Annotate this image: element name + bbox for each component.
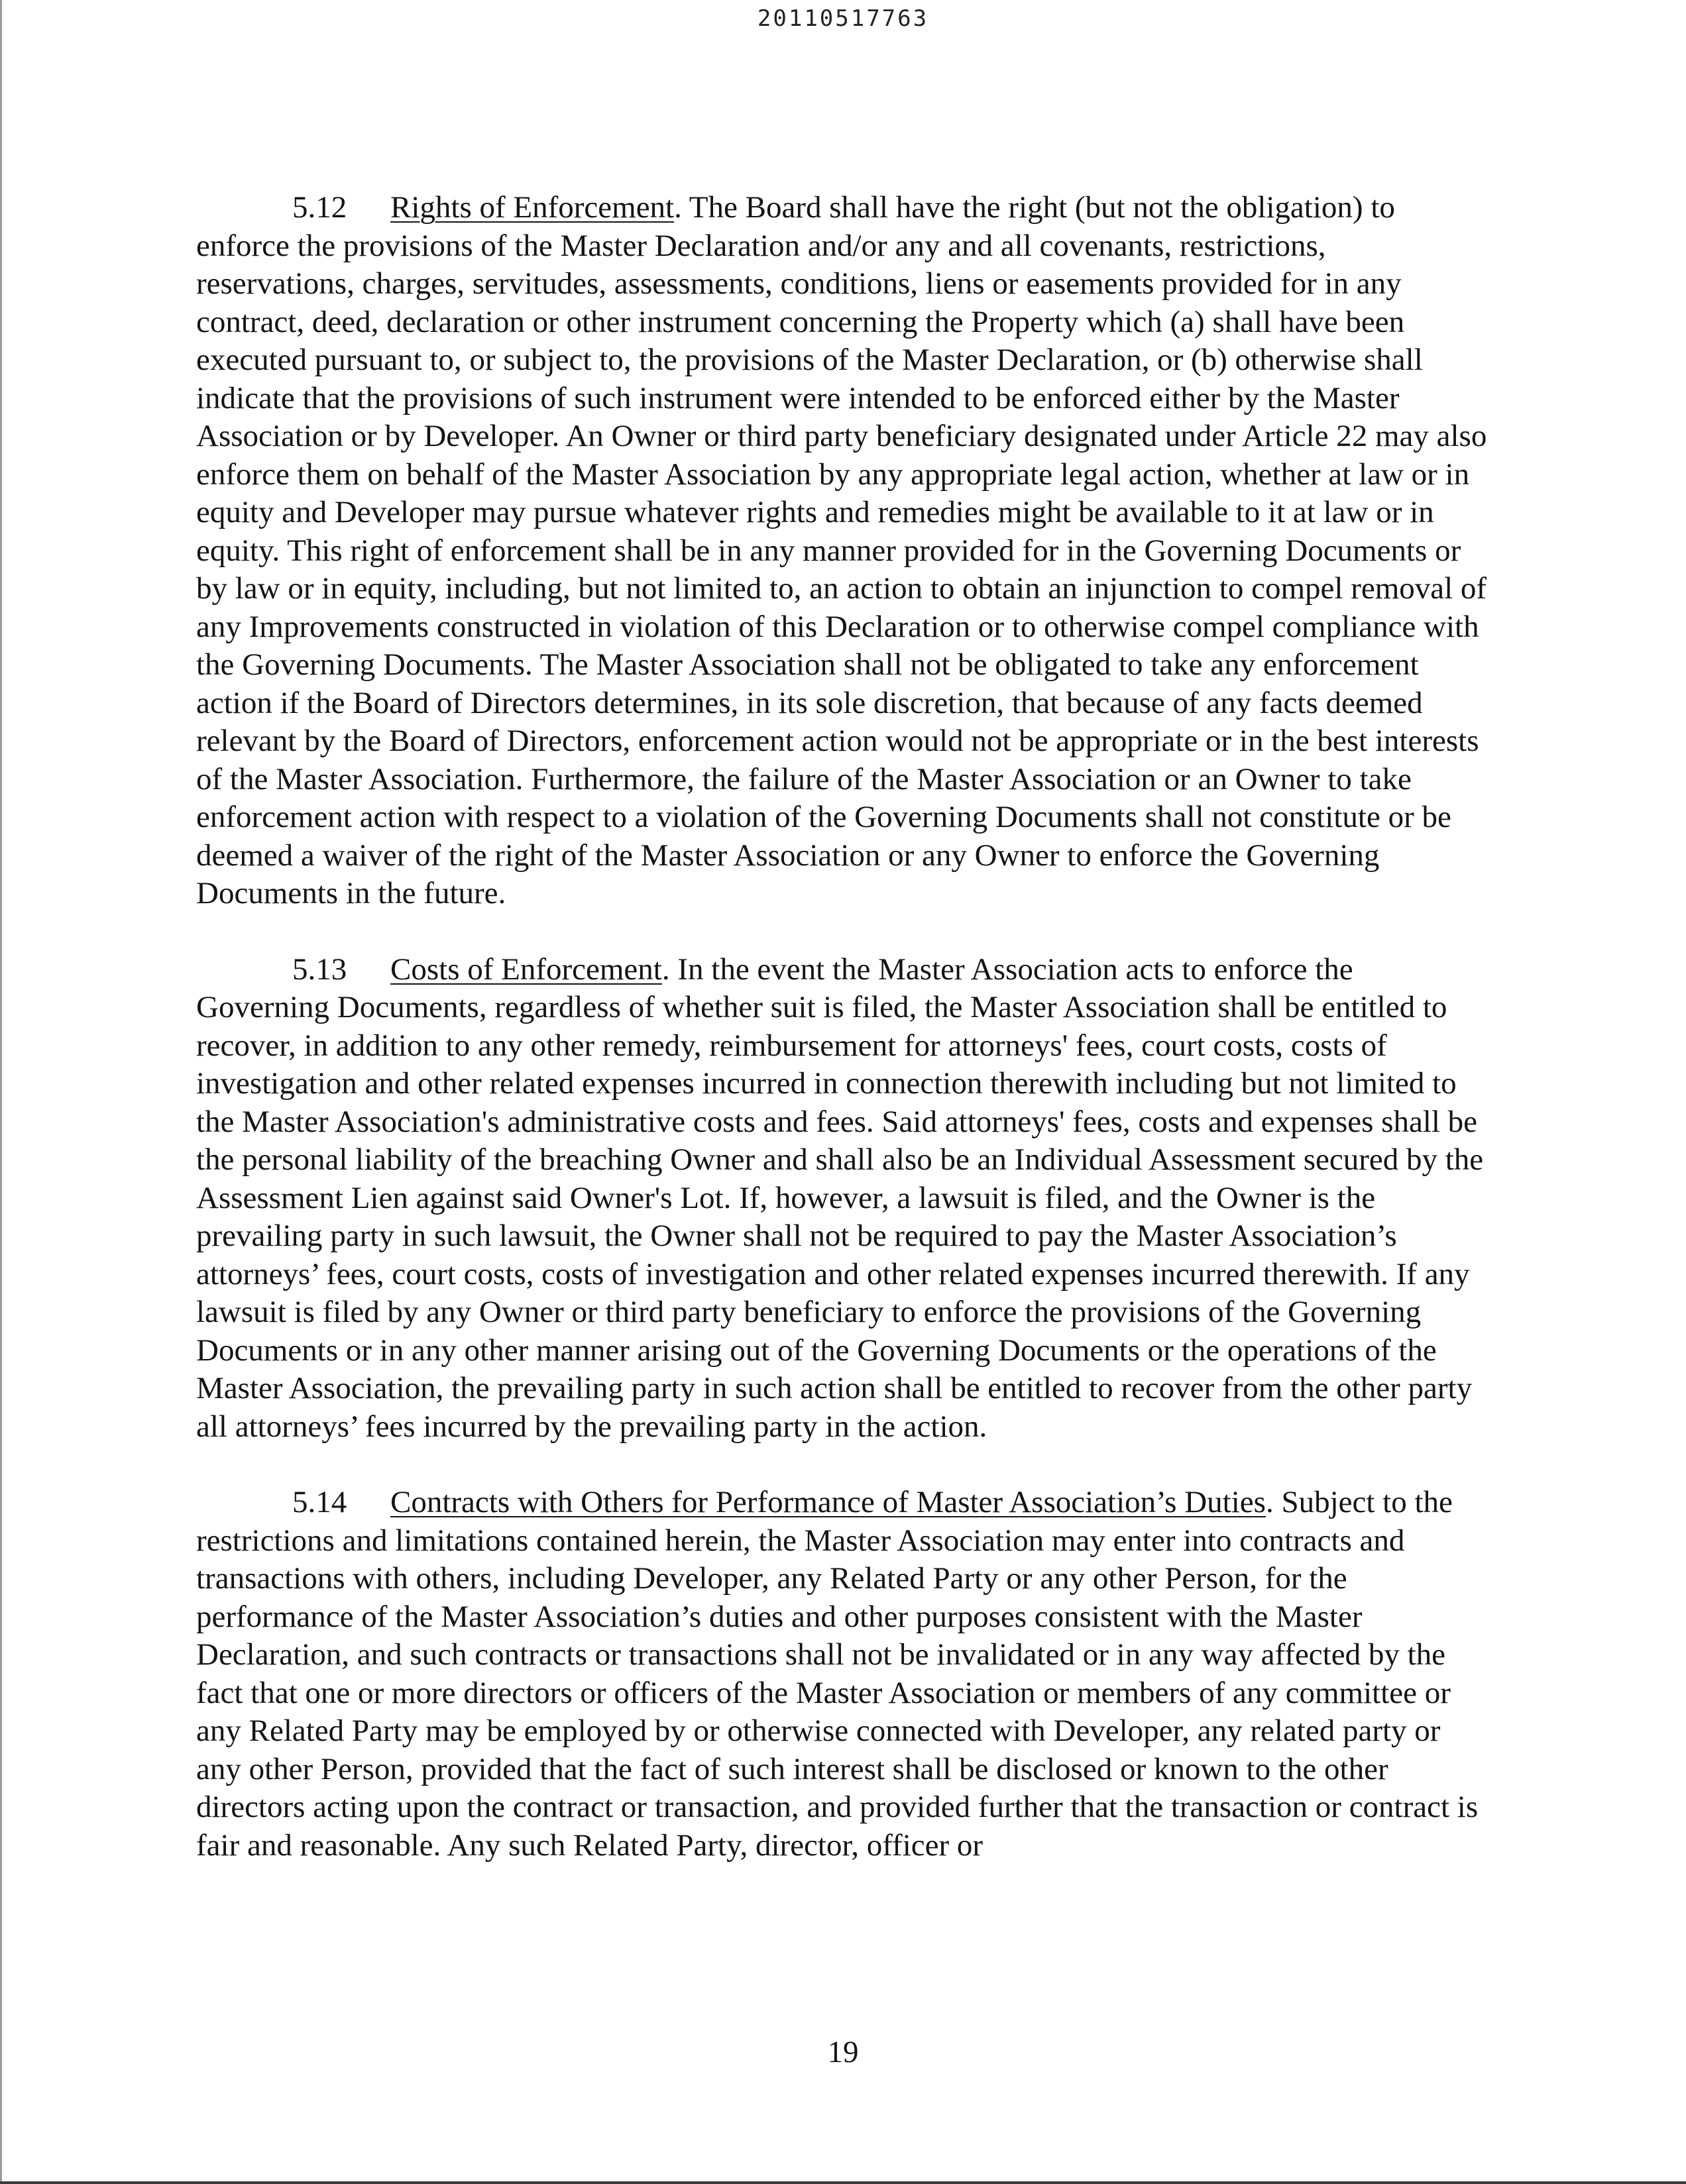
scan-edge-left	[0, 0, 2, 2184]
document-body	[196, 189, 1492, 1902]
page-number: 19	[827, 2035, 859, 2069]
scan-edge-bottom	[0, 2181, 1686, 2184]
section-text: . Subject to the restrictions and limitations contained herein, the Master Association may enter into contracts and transactions with others, including Developer, any Related Party or any other Person, for the performance of the Master Association’s duties and other purposes consistent with the Master Declaration, and such contracts or transactions shall not be invalidated or in any way affected by the fact that one or more directors or officers of the Master Association or members of any committee or any Related Party may be employed by or otherwise connected with Developer, any related party or any other Person, provided that the fact of such interest shall be disclosed or known to the other directors acting upon the contract or transaction, and provided further that the transaction or contract is fair and reasonable. Any such Related Party, director, officer or	[196, 1485, 1479, 1863]
section-number: 5.13	[292, 952, 347, 987]
section-paragraph	[196, 189, 1492, 913]
section-paragraph	[196, 951, 1492, 1447]
section-paragraph	[196, 1484, 1492, 1865]
document-number: 20110517763	[757, 5, 929, 32]
section-title: Costs of Enforcement	[390, 952, 662, 987]
section-title: Rights of Enforcement	[390, 190, 675, 225]
section-text: . The Board shall have the right (but not the obligation) to enforce the provisions of the Master Declaration and/or any and all covenants, restrictions, reservations, charges, servitudes, assessments, conditions, liens or easements provided for in any contract, deed, declaration or other instrument concerning the Property which (a) shall have been executed pursuant to, or subject to, the provisions of the Master Declaration, or (b) otherwise shall indicate that the provisions of such instrument were intended to be enforced either by the Master Association or by Developer. An Owner or third party beneficiary designated under Article 22 may also enforce them on behalf of the Master Association by any appropriate legal action, whether at law or in equity and Developer may pursue whatever rights and remedies might be available to it at law or in equity. This right of enforcement shall be in any manner provided for in the Governing Documents or by law or in equity, including, but not limited to, an action to obtain an injunction to compel removal of any Improvements constructed in violation of this Declaration or to otherwise compel compliance with the Governing Documents. The Master Association shall not be obligated to take any enforcement action if the Board of Directors determines, in its sole discretion, that because of any facts deemed relevant by the Board of Directors, enforcement action would not be appropriate or in the best interests of the Master Association. Furthermore, the failure of the Master Association or an Owner to take enforcement action with respect to a violation of the Governing Documents shall not constitute or be deemed a waiver of the right of the Master Association or any Owner to enforce the Governing Documents in the future.	[196, 190, 1487, 910]
section-title: Contracts with Others for Performance of Master Association’s Duties	[390, 1485, 1266, 1519]
section-text: . In the event the Master Association acts to enforce the Governing Documents, regardless of whether suit is filed, the Master Association shall be entitled to recover, in addition to any other remedy, reimbursement for attorneys' fees, court costs, costs of investigation and other related expenses incurred in connection therewith including but not limited to the Master Association's administrative costs and fees. Said attorneys' fees, costs and expenses shall be the personal liability of the breaching Owner and shall also be an Individual Assessment secured by the Assessment Lien against said Owner's Lot. If, however, a lawsuit is filed, and the Owner is the prevailing party in such lawsuit, the Owner shall not be required to pay the Master Association’s attorneys’ fees, court costs, costs of investigation and other related expenses incurred therewith. If any lawsuit is filed by any Owner or third party beneficiary to enforce the provisions of the Governing Documents or in any other manner arising out of the Governing Documents or the operations of the Master Association, the prevailing party in such action shall be entitled to recover from the other party all attorneys’ fees incurred by the prevailing party in the action.	[196, 952, 1484, 1444]
section-number: 5.14	[292, 1485, 347, 1519]
section-number: 5.12	[292, 190, 347, 225]
